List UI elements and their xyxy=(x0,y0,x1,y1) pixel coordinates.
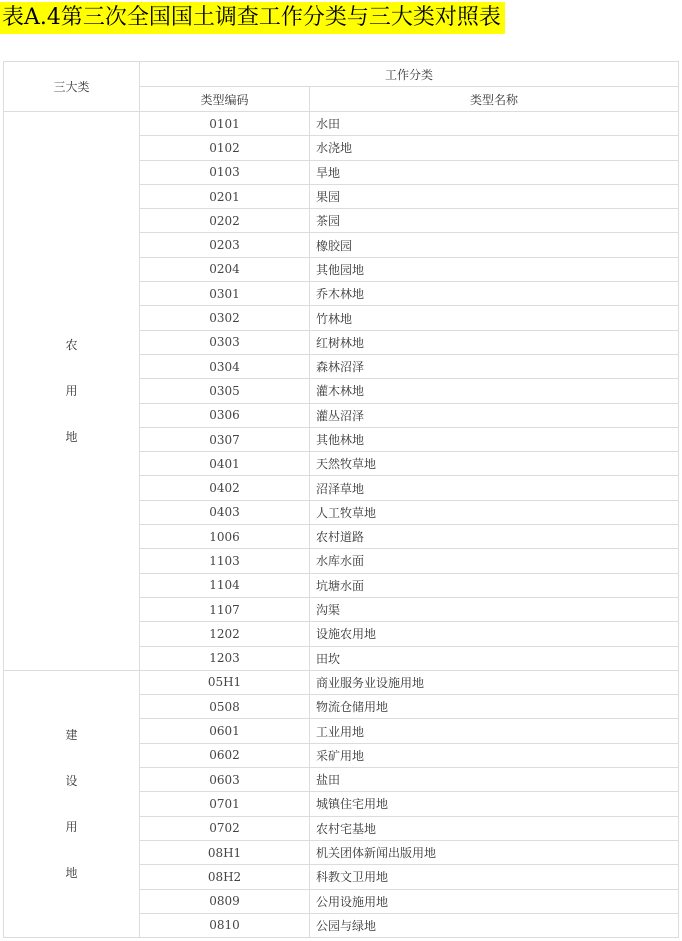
type-name-cell: 城镇住宅用地 xyxy=(310,792,679,816)
table-body xyxy=(4,62,679,938)
page-title: 表A.4第三次全国国土调查工作分类与三大类对照表 xyxy=(0,2,505,34)
type-code-cell: 0103 xyxy=(140,160,310,184)
type-name-cell: 公园与绿地 xyxy=(310,913,679,937)
work-class-header: 工作分类 xyxy=(140,62,679,87)
type-code-cell: 0202 xyxy=(140,209,310,233)
category-cell xyxy=(4,112,140,671)
classification-table xyxy=(3,61,679,938)
type-name-cell: 设施农用地 xyxy=(310,622,679,646)
type-name-cell: 商业服务业设施用地 xyxy=(310,670,679,694)
type-name-cell: 果园 xyxy=(310,184,679,208)
type-name-cell: 灌丛沼泽 xyxy=(310,403,679,427)
header-row xyxy=(4,62,679,87)
type-code-cell: 0201 xyxy=(140,184,310,208)
category-char: 地 xyxy=(65,865,78,880)
type-code-cell: 0402 xyxy=(140,476,310,500)
type-name-cell: 盐田 xyxy=(310,768,679,792)
type-code-cell: 1107 xyxy=(140,597,310,621)
type-code-cell: 0304 xyxy=(140,354,310,378)
category-char: 用 xyxy=(65,383,78,398)
type-code-cell: 0301 xyxy=(140,282,310,306)
type-name-cell: 采矿用地 xyxy=(310,743,679,767)
type-name-cell: 坑塘水面 xyxy=(310,573,679,597)
type-code-cell: 0603 xyxy=(140,768,310,792)
type-code-cell: 0204 xyxy=(140,257,310,281)
type-code-cell: 0203 xyxy=(140,233,310,257)
type-code-cell: 1203 xyxy=(140,646,310,670)
type-code-cell: 1103 xyxy=(140,549,310,573)
category-label xyxy=(4,712,139,896)
category-char: 用 xyxy=(65,819,78,834)
type-code-cell: 1104 xyxy=(140,573,310,597)
type-name-cell: 灌木林地 xyxy=(310,379,679,403)
type-code-cell: 0305 xyxy=(140,379,310,403)
type-name-cell: 工业用地 xyxy=(310,719,679,743)
type-code-cell: 0403 xyxy=(140,500,310,524)
category-char: 农 xyxy=(65,337,78,352)
type-code-cell: 0602 xyxy=(140,743,310,767)
type-name-cell: 茶园 xyxy=(310,209,679,233)
type-code-cell: 0101 xyxy=(140,112,310,136)
type-code-cell: 0303 xyxy=(140,330,310,354)
type-name-cell: 科教文卫用地 xyxy=(310,865,679,889)
type-code-cell: 0601 xyxy=(140,719,310,743)
table-row xyxy=(4,670,679,694)
category-char: 建 xyxy=(65,727,78,742)
table-row xyxy=(4,112,679,136)
type-code-cell: 0307 xyxy=(140,427,310,451)
type-name-cell: 水浇地 xyxy=(310,136,679,160)
type-name-cell: 沟渠 xyxy=(310,597,679,621)
type-name-cell: 机关团体新闻出版用地 xyxy=(310,840,679,864)
type-name-cell: 乔木林地 xyxy=(310,282,679,306)
code-header: 类型编码 xyxy=(140,87,310,112)
type-code-cell: 0702 xyxy=(140,816,310,840)
type-code-cell: 08H2 xyxy=(140,865,310,889)
type-name-cell: 物流仓储用地 xyxy=(310,695,679,719)
category-char: 设 xyxy=(65,773,78,788)
type-name-cell: 水库水面 xyxy=(310,549,679,573)
type-code-cell: 0401 xyxy=(140,452,310,476)
type-name-cell: 田坎 xyxy=(310,646,679,670)
type-name-cell: 人工牧草地 xyxy=(310,500,679,524)
type-name-cell: 沼泽草地 xyxy=(310,476,679,500)
type-code-cell: 1006 xyxy=(140,525,310,549)
type-name-cell: 森林沼泽 xyxy=(310,354,679,378)
type-code-cell: 0302 xyxy=(140,306,310,330)
type-code-cell: 0701 xyxy=(140,792,310,816)
type-name-cell: 天然牧草地 xyxy=(310,452,679,476)
type-name-cell: 其他园地 xyxy=(310,257,679,281)
type-name-cell: 其他林地 xyxy=(310,427,679,451)
type-name-cell: 水田 xyxy=(310,112,679,136)
type-code-cell: 08H1 xyxy=(140,840,310,864)
type-code-cell: 1202 xyxy=(140,622,310,646)
type-code-cell: 0809 xyxy=(140,889,310,913)
type-code-cell: 05H1 xyxy=(140,670,310,694)
name-header: 类型名称 xyxy=(310,87,679,112)
type-code-cell: 0810 xyxy=(140,913,310,937)
type-name-cell: 红树林地 xyxy=(310,330,679,354)
type-code-cell: 0508 xyxy=(140,695,310,719)
type-name-cell: 农村道路 xyxy=(310,525,679,549)
type-name-cell: 橡胶园 xyxy=(310,233,679,257)
type-name-cell: 农村宅基地 xyxy=(310,816,679,840)
category-cell xyxy=(4,670,140,937)
type-name-cell: 竹林地 xyxy=(310,306,679,330)
type-name-cell: 公用设施用地 xyxy=(310,889,679,913)
category-char: 地 xyxy=(65,429,78,444)
category-label xyxy=(4,322,139,460)
category-header: 三大类 xyxy=(4,62,140,112)
type-code-cell: 0102 xyxy=(140,136,310,160)
type-name-cell: 旱地 xyxy=(310,160,679,184)
type-code-cell: 0306 xyxy=(140,403,310,427)
